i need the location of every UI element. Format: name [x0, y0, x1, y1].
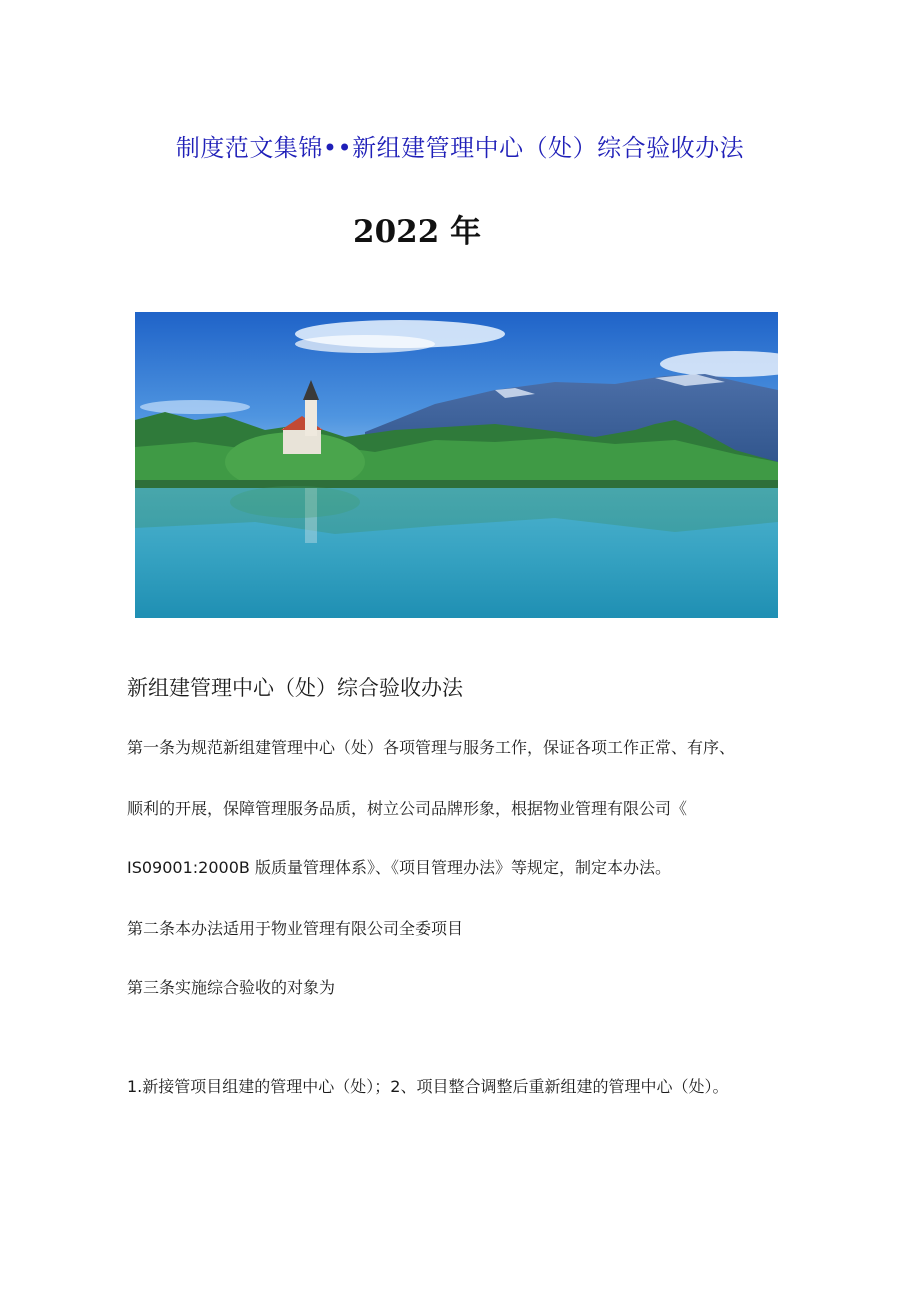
document-year: 2022 年 — [353, 214, 482, 250]
paragraph-article-3: 第三条实施综合验收的对象为 — [127, 978, 336, 997]
paragraph-article-1-line-2: 顺利的开展，保障管理服务品质，树立公司品牌形象，根据物业管理有限公司《 — [127, 799, 688, 818]
section-heading: 新组建管理中心（处）综合验收办法 — [127, 676, 463, 700]
paragraph-article-3-items: 1.新接管项目组建的管理中心（处）；2、项目整合调整后重新组建的管理中心（处）。 — [127, 1077, 729, 1096]
paragraph-article-1-line-3: IS09001:2000B 版质量管理体系》、《项目管理办法》等规定，制定本办法。 — [127, 858, 671, 877]
lake-landscape-photo-icon — [135, 312, 778, 618]
paragraph-article-1-line-1: 第一条为规范新组建管理中心（处）各项管理与服务工作，保证各项工作正常、有序、 — [127, 738, 736, 757]
lake-landscape-photo — [135, 312, 778, 618]
paragraph-article-2: 第二条本办法适用于物业管理有限公司全委项目 — [127, 919, 464, 938]
document-title: 制度范文集锦••新组建管理中心（处）综合验收办法 — [175, 134, 745, 162]
